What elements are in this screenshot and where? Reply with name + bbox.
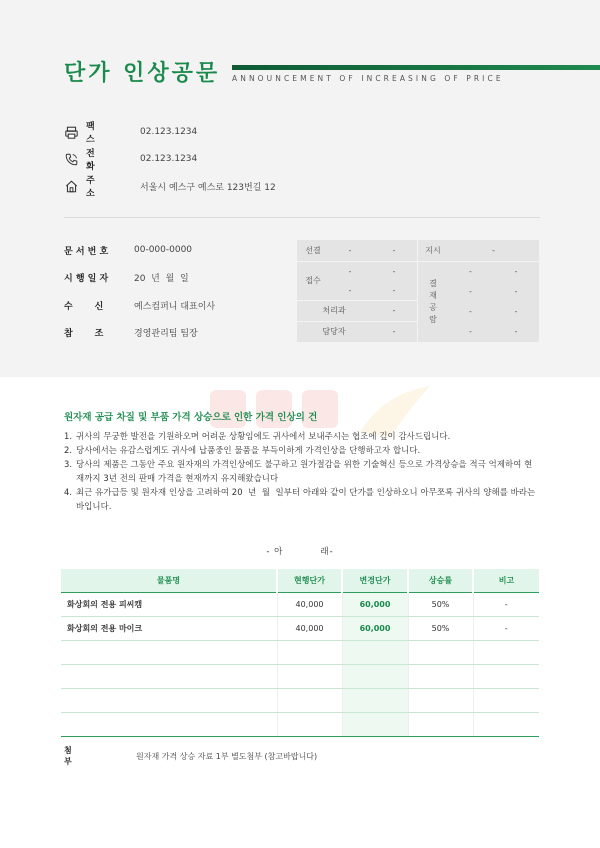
doc-reference-value: 경영관리팀 팀장 [134,328,198,339]
approval-cell: - [469,306,472,316]
fax-icon [64,125,78,139]
item-text: 최근 유가급등 및 원자재 인상을 고려하여 20 년 월 일부터 아래와 같이 단가를 인상하오니 아무쪼록 귀사의 양해를 바라는 바입니다. [76,487,538,511]
approval-cell: - [469,286,472,296]
cell-note [473,712,539,736]
col-header-current: 현행단가 [277,569,342,592]
cell-note [473,664,539,688]
item-number: 2. [64,445,72,455]
section-divider [64,217,540,218]
approval-cell: - [514,266,518,276]
cell-item [61,712,277,736]
doc-reference-row [64,324,198,340]
price-table [61,569,539,737]
cell-item [61,664,277,688]
cell-note [473,640,539,664]
cell-item [61,640,277,664]
approval-damdangja: 담당자 [322,327,346,336]
approval-jisi: 지시 [425,246,441,255]
cell-note: - [473,616,539,640]
table-header-row [61,569,539,592]
attachment-value: 원자재 가격 상승 자료 1부 별도첨부 (참고바랍니다) [136,751,318,761]
item-text: 당사에서는 유감스럽게도 귀사에 납품중인 물품을 부득이하게 가격인상을 단행하고자 합니다. [76,445,421,455]
contact-label: 전 화 [86,149,107,172]
cell-rate [408,688,473,712]
table-row [61,712,539,736]
phone-icon [64,152,78,166]
item-number: 4. [64,487,72,497]
list-item [64,429,540,443]
table-row [61,616,539,640]
notice-list [64,429,540,513]
item-text: 귀사의 무궁한 발전을 기원하오며 어려운 상황임에도 귀사에서 보내주시는 협조에 깊이 감사드립니다. [76,431,451,441]
doc-date-value: 20 년 월 일 [134,273,189,284]
approval-cell: - [392,327,396,336]
table-row [61,592,539,616]
approval-cheorigwa: 처리과 [322,306,346,315]
approval-cell: - [348,246,352,255]
approval-cell: - [514,286,518,296]
item-number: 3. [64,459,72,469]
item-number: 1. [64,431,72,441]
doc-recipient-label: 수 신 [64,301,104,312]
list-item [64,443,540,457]
list-item [64,457,540,485]
doc-date-row [64,269,189,285]
cell-item: 화상회의 전용 피씨캠 [61,592,277,616]
cell-rate: 50% [408,616,473,640]
attachment-label: 첨 부 [64,746,90,766]
contact-value: 02.123.1234 [140,154,198,164]
col-header-note: 비고 [473,569,539,592]
approval-cell: - [392,306,396,315]
approval-cell: - [392,286,396,295]
approval-cell: - [514,306,518,316]
doc-number-value: 00-000-0000 [134,245,193,255]
approval-cell: - [469,266,472,276]
cell-rate [408,712,473,736]
cell-current [277,640,342,664]
cell-rate [408,640,473,664]
cell-current: 40,000 [277,592,342,616]
doc-recipient-row [64,297,215,313]
approval-cell: - [348,286,352,295]
contact-address [64,176,276,199]
section-title: 원자재 공급 차질 및 부품 가격 상승으로 인한 가격 인상의 건 [64,412,318,423]
cell-new: 60,000 [342,592,408,616]
cell-new [342,640,408,664]
col-header-rate: 상승률 [408,569,473,592]
cell-new: 60,000 [342,616,408,640]
cell-current [277,664,342,688]
page-subtitle: ANNOUNCEMENT OF INCREASING OF PRICE [232,74,504,83]
doc-reference-label: 참 조 [64,328,104,339]
item-text: 당사의 제품은 그동안 주요 원자재의 가격인상에도 불구하고 원가절감을 위한 기술혁신 등으로 가격상승을 적극 억제하여 현재까지 3년 전의 판매 가격을 현재까지 유지해왔습니다 [76,459,533,483]
table-row [61,688,539,712]
cell-item [61,688,277,712]
approval-jeopsu: 접수 [305,276,321,285]
doc-number-row [64,242,192,258]
cell-new [342,664,408,688]
list-item [64,485,540,513]
home-icon [64,179,78,193]
col-header-new: 변경단가 [342,569,408,592]
cell-rate [408,664,473,688]
contact-label: 팩 스 [86,122,107,145]
cell-current: 40,000 [277,616,342,640]
table-row [61,640,539,664]
approval-cell: - [514,327,518,336]
approval-cell: - [492,246,495,255]
title-accent-bar [232,65,600,70]
cell-current [277,712,342,736]
doc-recipient-value: 예스컴퍼니 대표이사 [134,301,216,312]
cell-rate: 50% [408,592,473,616]
contact-fax [64,122,198,145]
doc-number-label: 문 서 번 호 [64,246,109,257]
approval-cell: - [392,246,396,255]
below-label: - 아 래- [266,547,334,557]
cell-new [342,712,408,736]
table-row [61,664,539,688]
cell-item: 화상회의 전용 마이크 [61,616,277,640]
cell-note [473,688,539,712]
contact-value: 서울시 예스구 예스로 123번길 12 [140,182,276,193]
approval-box [297,240,539,342]
contact-phone [64,149,198,172]
approval-cell: - [469,327,472,336]
contact-label: 주 소 [86,176,107,199]
cell-new [342,688,408,712]
doc-date-label: 시 행 일 자 [64,273,109,284]
approval-gyeoljae: 결 재 공 람 [429,278,437,324]
cell-note: - [473,592,539,616]
col-header-item: 물품명 [61,569,277,592]
page-title: 단가 인상공문 [64,61,221,86]
cell-current [277,688,342,712]
contact-value: 02.123.1234 [140,127,198,137]
attachment-row [64,746,318,766]
approval-cell: - [348,266,352,276]
approval-cell: - [392,266,396,276]
approval-seongyeol: 선결 [305,246,321,255]
